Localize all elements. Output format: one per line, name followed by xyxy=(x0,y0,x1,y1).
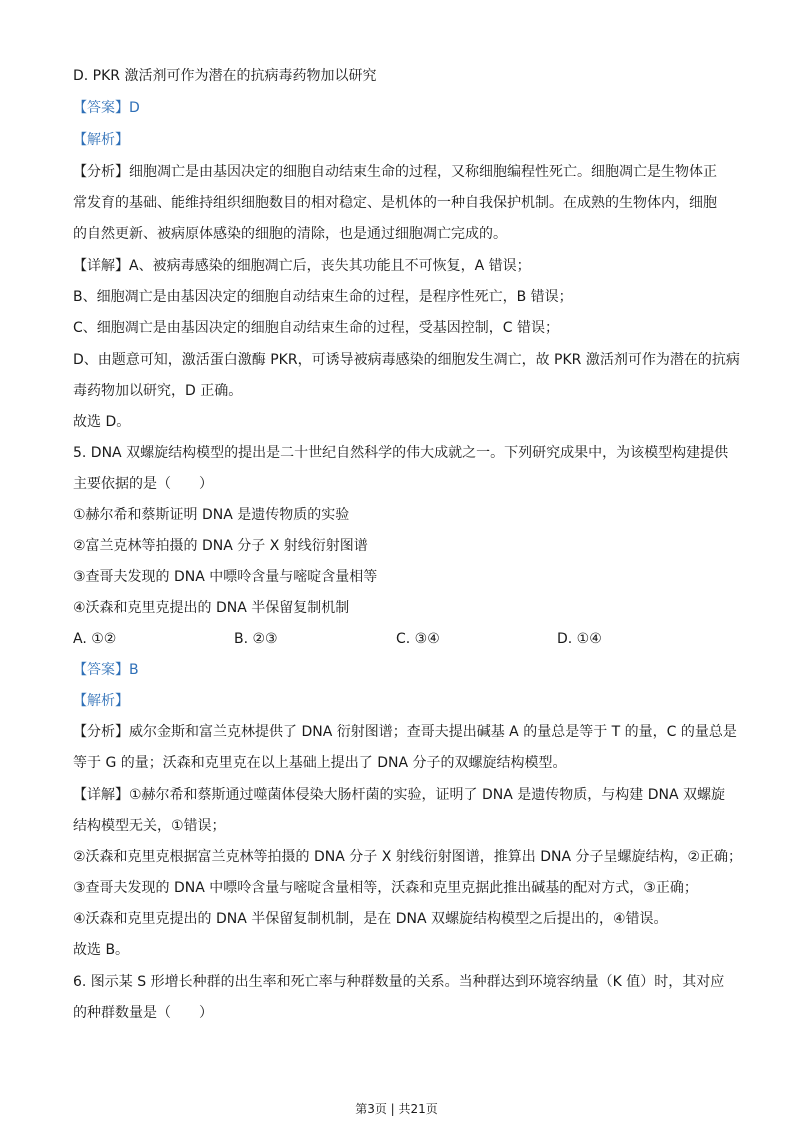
q5-analysis-label: 【解析】 xyxy=(73,693,129,709)
q4-xiangjie-line-3: C、细胞凋亡是由基因决定的细胞自动结束生命的过程，受基因控制，C 错误； xyxy=(73,320,559,336)
q6-stem-line-2: 的种群数量是（ ） xyxy=(73,1005,213,1021)
q4-analysis-label: 【解析】 xyxy=(73,132,129,148)
q5-conclusion: 故选 B。 xyxy=(73,942,130,958)
q5-answer: 【答案】B xyxy=(73,662,139,678)
q5-option-c: C. ③④ xyxy=(396,631,440,647)
q4-xiangjie-line-5: 毒药物加以研究，D 正确。 xyxy=(73,383,243,399)
q5-option-a: A. ①② xyxy=(73,631,117,647)
q6-stem-line-1: 6. 图示某 S 形增长种群的出生率和死亡率与种群数量的关系。当种群达到环境容纳量（K 值）时，其对应 xyxy=(73,974,725,990)
q4-answer: 【答案】D xyxy=(73,100,140,116)
q5-xiangjie-line-1: 【详解】①赫尔希和蔡斯通过噬菌体侵染大肠杆菌的实验，证明了 DNA 是遗传物质，与构建 DNA 双螺旋 xyxy=(73,787,726,803)
q4-option-d: D. PKR 激活剂可作为潜在的抗病毒药物加以研究 xyxy=(73,68,377,84)
q5-option-d: D. ①④ xyxy=(557,631,602,647)
q4-conclusion: 故选 D。 xyxy=(73,414,131,430)
page-footer: 第3页 | 共21页 xyxy=(355,1102,438,1116)
q5-fenxi-line-1: 【分析】威尔金斯和富兰克林提供了 DNA 衍射图谱；查哥夫提出碱基 A 的量总是等于 T 的量，C 的量总是 xyxy=(73,724,737,740)
q4-fenxi-line-2: 常发育的基础、能维持组织细胞数目的相对稳定、是机体的一种自我保护机制。在成熟的生物体内，细胞 xyxy=(73,195,717,211)
q5-item-2: ②富兰克林等拍摄的 DNA 分子 X 射线衍射图谱 xyxy=(73,538,368,554)
q4-fenxi-line-3: 的自然更新、被病原体感染的细胞的清除，也是通过细胞凋亡完成的。 xyxy=(73,226,507,242)
q5-item-1: ①赫尔希和蔡斯证明 DNA 是遗传物质的实验 xyxy=(73,507,350,523)
q4-xiangjie-line-4: D、由题意可知，激活蛋白激酶 PKR，可诱导被病毒感染的细胞发生凋亡，故 PKR 激活剂可作为潜在的抗病 xyxy=(73,352,740,368)
q5-xiangjie-line-3: ②沃森和克里克根据富兰克林等拍摄的 DNA 分子 X 射线衍射图谱，推算出 DNA 分子呈螺旋结构，②正确； xyxy=(73,849,743,865)
q5-option-b: B. ②③ xyxy=(234,631,278,647)
q4-xiangjie-line-2: B、细胞凋亡是由基因决定的细胞自动结束生命的过程，是程序性死亡，B 错误； xyxy=(73,289,573,305)
q4-fenxi-line-1: 【分析】细胞凋亡是由基因决定的细胞自动结束生命的过程，又称细胞编程性死亡。细胞凋亡是生物体正 xyxy=(73,164,717,180)
q4-xiangjie-line-1: 【详解】A、被病毒感染的细胞凋亡后，丧失其功能且不可恢复，A 错误； xyxy=(73,258,531,274)
q5-stem-line-2: 主要依据的是（ ） xyxy=(73,476,213,492)
q5-item-3: ③查哥夫发现的 DNA 中嘌呤含量与嘧啶含量相等 xyxy=(73,569,378,585)
q5-xiangjie-line-5: ④沃森和克里克提出的 DNA 半保留复制机制，是在 DNA 双螺旋结构模型之后提出的，④错误。 xyxy=(73,911,668,927)
q5-xiangjie-line-4: ③查哥夫发现的 DNA 中嘌呤含量与嘧啶含量相等，沃森和克里克据此推出碱基的配对方式，③正确； xyxy=(73,880,698,896)
q5-xiangjie-line-2: 结构模型无关，①错误； xyxy=(73,818,226,834)
q5-item-4: ④沃森和克里克提出的 DNA 半保留复制机制 xyxy=(73,600,350,616)
q5-fenxi-line-2: 等于 G 的量；沃森和克里克在以上基础上提出了 DNA 分子的双螺旋结构模型。 xyxy=(73,755,567,771)
q5-stem-line-1: 5. DNA 双螺旋结构模型的提出是二十世纪自然科学的伟大成就之一。下列研究成果中，为该模型构建提供 xyxy=(73,445,729,461)
